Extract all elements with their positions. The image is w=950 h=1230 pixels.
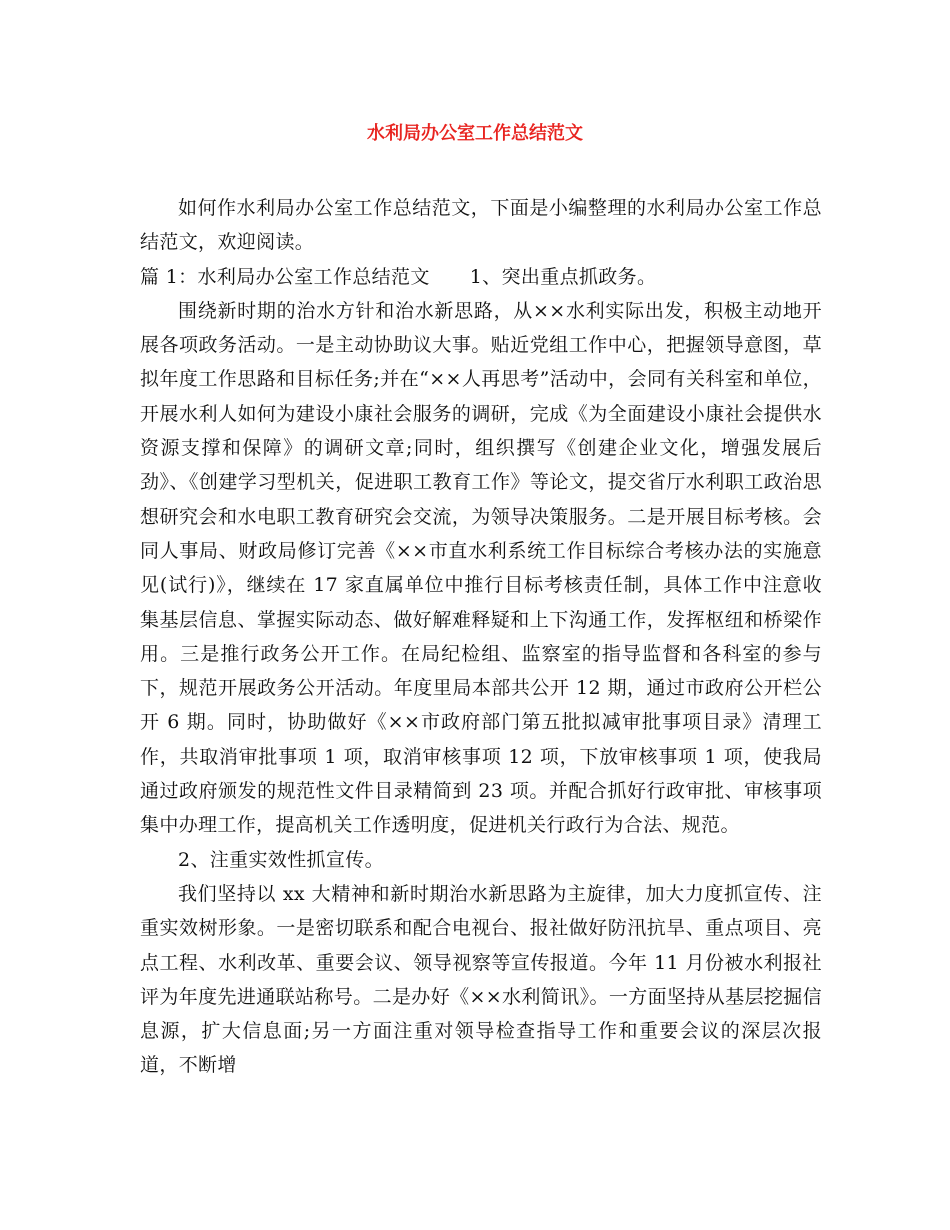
intro-paragraph: 如何作水利局办公室工作总结范文，下面是小编整理的水利局办公室工作总结范文，欢迎阅读。 xyxy=(140,197,822,254)
section2-heading: 2、注重实效性抓宣传。 xyxy=(178,848,384,871)
chapter-label: 篇 1：水利局办公室工作总结范文 xyxy=(140,265,430,288)
section1-heading: 1、突出重点抓政务。 xyxy=(469,265,657,288)
chapter-heading-line xyxy=(140,260,822,294)
document-body xyxy=(140,191,822,1083)
section2-paragraph: 我们坚持以 xx 大精神和新时期治水新思路为主旋律，加大力度抓宣传、注重实效树形象。一是密切联系和配合电视台、报社做好防汛抗旱、重点项目、亮点工程、水利改革、重要会议、领导视察等宣传报道。今年 11 月份被水利报社评为年度先进通联站称号。二是办好《××水利简讯》。一方面坚持从基层挖掘信息源，扩大信息面;另一方面注重对领导检查指导工作和重要会议的深层次报道，不断增 xyxy=(140,882,822,1077)
section1-paragraph: 围绕新时期的治水方针和治水新思路，从××水利实际出发，积极主动地开展各项政务活动。一是主动协助议大事。贴近党组工作中心，把握领导意图，草拟年度工作思路和目标任务;并在“××人再思考”活动中，会同有关科室和单位，开展水利人如何为建设小康社会服务的调研，完成《为全面建设小康社会提供水资源支撑和保障》的调研文章;同时，组织撰写《创建企业文化，增强发展后劲》、《创建学习型机关，促进职工教育工作》等论文，提交省厅水利职工政治思想研究会和水电职工教育研究会交流，为领导决策服务。二是开展目标考核。会同人事局、财政局修订完善《××市直水利系统工作目标综合考核办法的实施意见(试行)》，继续在 17 家直属单位中推行目标考核责任制，具体工作中注意收集基层信息、掌握实际动态、做好解难释疑和上下沟通工作，发挥枢纽和桥梁作用。三是推行政务公开工作。在局纪检组、监察室的指导监督和各科室的参与下，规范开展政务公开活动。年度里局本部共公开 12 期，通过市政府公开栏公开 6 期。同时，协助做好《××市政府部门第五批拟减审批事项目录》清理工作，共取消审批事项 1 项，取消审核事项 12 项，下放审核事项 1 项，使我局通过政府颁发的规范性文件目录精简到 23 项。并配合抓好行政审批、审核事项集中办理工作，提高机关工作透明度，促进机关行政行为合法、规范。 xyxy=(140,299,822,837)
document-title: 水利局办公室工作总结范文 xyxy=(367,123,583,144)
